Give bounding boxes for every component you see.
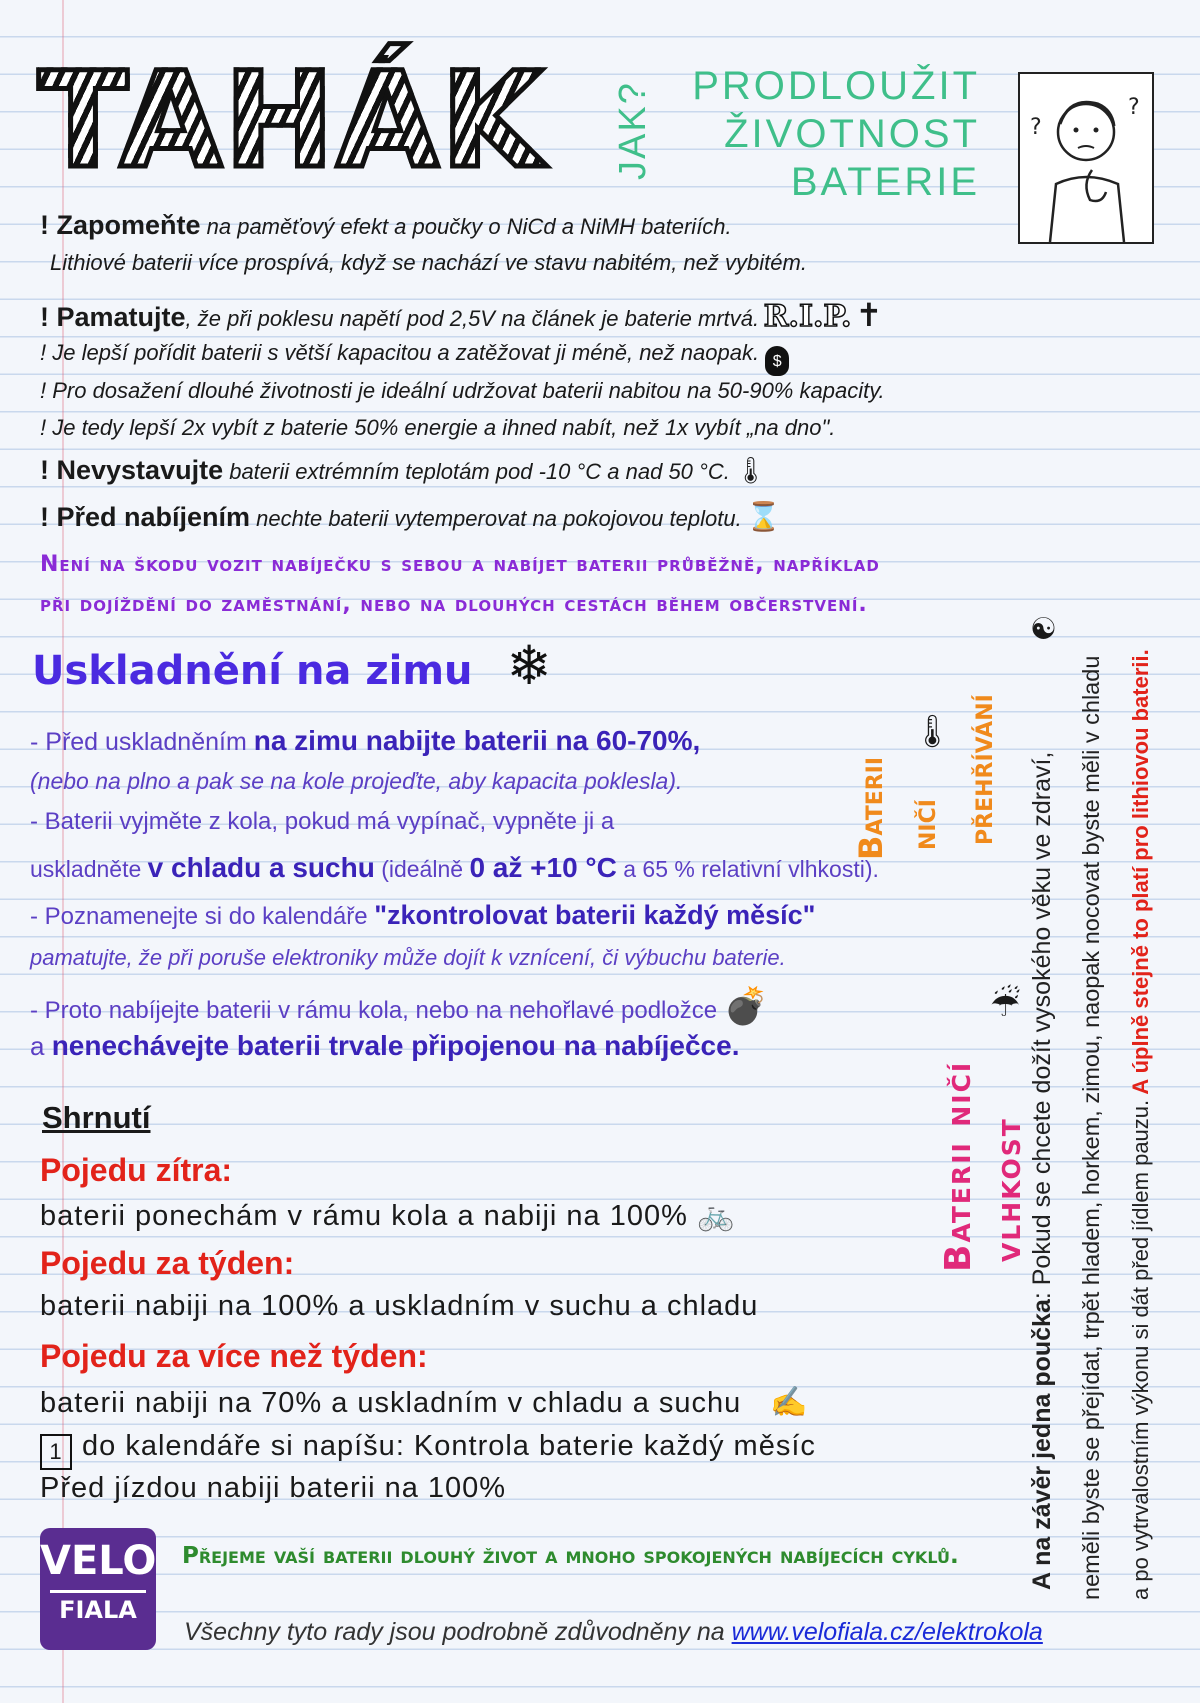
purple-note-line-2: při dojíždění do zaměstnání, nebo na dlouhých cestách během občerstvení. bbox=[40, 592, 868, 617]
yin-yang-icon: ☯ bbox=[1030, 612, 1057, 647]
winter-line-7: - Proto nabíjejte baterii v rámu kola, nebo na nehořlavé podložce 💣 bbox=[30, 985, 769, 1026]
tip-8: ! Před nabíjením nechte baterii vytemperovat na pokojovou teplotu. ⌛ bbox=[40, 501, 782, 532]
rip-badge: R.I.P. bbox=[763, 299, 852, 334]
pen-writing-icon: ✍ bbox=[770, 1386, 809, 1419]
winter-line-5: - Poznamenejte si do kalendáře "zkontrolovat baterii každý měsíc" bbox=[30, 900, 816, 930]
money-bag-icon: $ bbox=[765, 346, 789, 376]
winter-line-1: - Před uskladněním na zimu nabijte baterii na 60-70%, bbox=[30, 725, 701, 756]
summary-tomorrow-text: baterii ponechám v rámu kola a nabiji na 100% 🚲 bbox=[40, 1199, 736, 1232]
calendar-icon: 1 bbox=[40, 1434, 72, 1470]
rain-cloud-icon: ☔ bbox=[990, 985, 1021, 1025]
moisture-label-2: vlhkost bbox=[988, 1117, 1029, 1262]
winter-line-3: - Baterii vyjměte z kola, pokud má vypínač, vypněte ji a bbox=[30, 808, 615, 835]
summary-heading: Shrnutí bbox=[42, 1100, 151, 1135]
heat-label-3: přehřívání bbox=[962, 694, 1000, 845]
page-title: TAHÁK bbox=[38, 44, 545, 198]
tip-5: ! Pro dosažení dlouhé životnosti je ideální udržovat baterii nabitou na 50-90% kapacity. bbox=[40, 378, 885, 403]
heat-label-2: ničí bbox=[905, 799, 943, 850]
footer-note: Všechny tyto rady jsou podrobně zdůvodněny na www.velofiala.cz/elektrokola bbox=[184, 1618, 1043, 1646]
closing-line-3: a po vytrvalostním výkonu si dát před jídlem pauzu. A úplně stejně to platí pro lithiovou baterii. bbox=[1128, 649, 1153, 1600]
snowflake-icon: ❄ bbox=[506, 634, 552, 697]
subtitle: PRODLOUŽIT ŽIVOTNOST BATERIE bbox=[692, 64, 980, 204]
closing-line-1: A na závěr jedna poučka: Pokud se chcete dožít vysokého věku ve zdraví, bbox=[1028, 751, 1056, 1590]
summary-week-text: baterii nabiji na 100% a uskladním v suchu a chladu bbox=[40, 1290, 759, 1322]
summary-more-text: baterii nabiji na 70% a uskladním v chladu a suchu ✍ bbox=[40, 1386, 809, 1419]
winter-line-2: (nebo na plno a pak se na kole projeďte, aby kapacita poklesla). bbox=[30, 768, 683, 794]
tip-3: ! Pamatujte, že při poklesu napětí pod 2,5V na článek je baterie mrtvá. R.I.P. ✝ bbox=[40, 297, 883, 334]
thinking-person-icon bbox=[1018, 72, 1154, 244]
thermometer-icon: 🌡 bbox=[912, 712, 953, 750]
jak-label: JAK? bbox=[612, 81, 654, 180]
summary-more-heading: Pojedu za více než týden: bbox=[40, 1338, 428, 1374]
summary-calendar-text: 1 do kalendáře si napíšu: Kontrola baterie každý měsíc bbox=[40, 1430, 816, 1470]
bomb-icon: 💣 bbox=[723, 985, 769, 1026]
svg-text:?: ? bbox=[1030, 115, 1042, 140]
svg-text:?: ? bbox=[1128, 95, 1140, 120]
thermometer-icon: 🌡 bbox=[734, 455, 768, 485]
summary-charge-text: Před jízdou nabiji baterii na 100% bbox=[40, 1472, 507, 1504]
coffin-cross-icon: ✝ bbox=[855, 297, 883, 333]
winter-line-4: uskladněte v chladu a suchu (ideálně 0 až +10 °C a 65 % relativní vlhkosti). bbox=[30, 852, 879, 883]
closing-line-2: neměli byste se přejídat, trpět hladem, horkem, zimou, naopak nocovat byste měli v chladu bbox=[1078, 655, 1104, 1600]
purple-note-line-1: Není na škodu vozit nabíječku s sebou a nabíjet baterii průběžně, například bbox=[40, 552, 880, 577]
hourglass-icon: ⌛ bbox=[746, 501, 782, 532]
winter-line-6: pamatujte, že při poruše elektroniky může dojít k vznícení, či výbuchu baterie. bbox=[30, 945, 786, 970]
wish-text: Přejeme vaší baterii dlouhý život a mnoho spokojených nabíjecích cyklů. bbox=[182, 1543, 959, 1569]
winter-line-8: a nenechávejte baterii trvale připojenou na nabíječce. bbox=[30, 1030, 740, 1061]
tip-7: ! Nevystavujte baterii extrémním teplotám pod -10 °C a nad 50 °C. 🌡 bbox=[40, 455, 768, 485]
bicycle-icon: 🚲 bbox=[696, 1199, 736, 1232]
summary-tomorrow-heading: Pojedu zítra: bbox=[40, 1152, 233, 1188]
winter-heading: Uskladnění na zimu ❄ bbox=[32, 634, 552, 697]
tip-6: ! Je tedy lepší 2x vybít z baterie 50% energie a ihned nabít, než 1x vybít „na dno". bbox=[40, 415, 836, 440]
tip-4: ! Je lepší pořídit baterii s větší kapacitou a zatěžovat ji méně, než naopak. $ bbox=[40, 340, 789, 376]
velofiala-logo: VELO FIALA bbox=[40, 1528, 156, 1650]
tip-1: ! Zapomeňte na paměťový efekt a poučky o NiCd a NiMH bateriích. bbox=[40, 210, 732, 240]
summary-week-heading: Pojedu za týden: bbox=[40, 1245, 295, 1281]
heat-label-1: Baterii bbox=[852, 756, 890, 860]
website-link[interactable]: www.velofiala.cz/elektrokola bbox=[731, 1618, 1043, 1646]
tip-2: Lithiové baterii více prospívá, když se nachází ve stavu nabitém, než vybitém. bbox=[50, 250, 807, 275]
moisture-label-1: Baterii ničí bbox=[938, 1060, 979, 1272]
